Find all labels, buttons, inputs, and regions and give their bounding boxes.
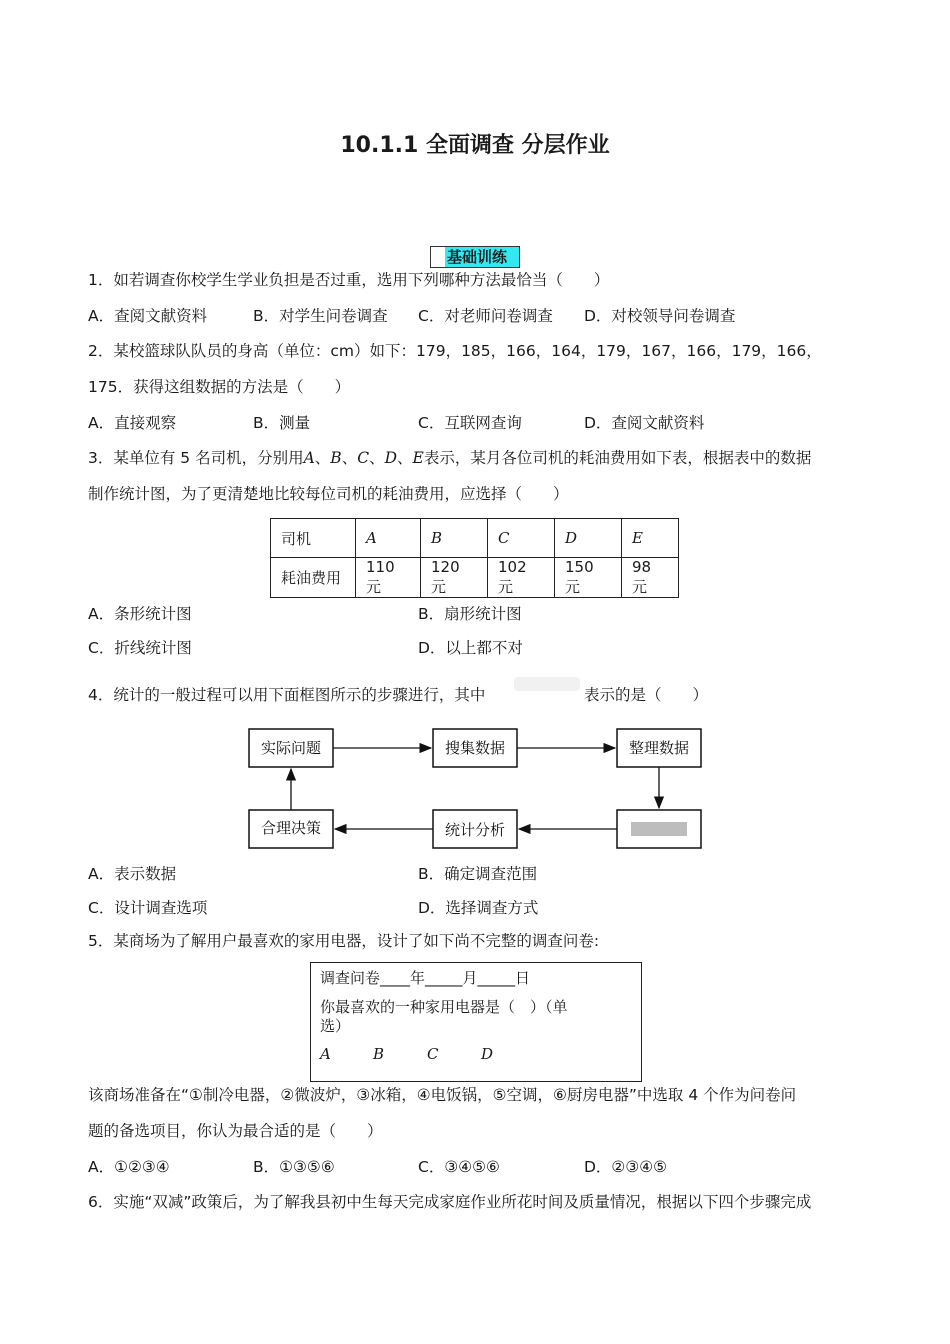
- q1-option-a: A．查阅文献资料: [88, 307, 208, 325]
- hidden-step-placeholder: [514, 677, 580, 691]
- q2-stem-line2: 175．获得这组数据的方法是（ ）: [88, 378, 351, 396]
- q2-option-a: A．直接观察: [88, 414, 177, 432]
- fuel-cost-table: [270, 518, 679, 598]
- q3-letter-c: C: [357, 449, 370, 467]
- table-cell: 98 元: [622, 558, 679, 598]
- table-cell: 150 元: [555, 558, 622, 598]
- q2-stem-line1: 2．某校篮球队队员的身高（单位：cm）如下：179，185，166，164，179，167，166，179，166，: [88, 342, 822, 360]
- q3-letter-d: D: [384, 449, 398, 467]
- statistics-flowchart: [240, 720, 720, 860]
- table-header-cell: 司机: [271, 519, 356, 558]
- q4-stem-b: 表示的是（ ）: [584, 686, 709, 704]
- q3-stem-line2: 制作统计图，为了更清楚地比较每位司机的耗油费用，应选择（ ）: [88, 485, 569, 503]
- q5-option-c: C．③④⑤⑥: [418, 1158, 500, 1176]
- q3-option-a: A．条形统计图: [88, 605, 192, 623]
- section-label: [430, 246, 520, 268]
- q3-option-b: B．扇形统计图: [418, 605, 522, 623]
- table-row-label: 耗油费用: [271, 558, 356, 598]
- q2-option-c: C．互联网查询: [418, 414, 522, 432]
- q4-option-c: C．设计调查选项: [88, 899, 208, 917]
- table-cell: C: [488, 519, 555, 558]
- q4-option-d: D．选择调查方式: [418, 899, 539, 917]
- survey-date-line: 调查问卷____年_____月_____日: [320, 969, 531, 987]
- q3-stem-a: 3．某单位有 5 名司机，分别用: [88, 449, 304, 467]
- flow-label-organize-data: 整理数据: [628, 739, 690, 757]
- flow-label-analysis: 统计分析: [444, 821, 506, 839]
- table-cell: D: [555, 519, 622, 558]
- q4-stem-a: 4．统计的一般过程可以用下面框图所示的步骤进行，其中: [88, 686, 486, 704]
- q3-option-d: D．以上都不对: [418, 639, 523, 657]
- q2-option-d: D．查阅文献资料: [584, 414, 705, 432]
- q2-option-b: B．测量: [253, 414, 311, 432]
- q3-stem-b: 表示，某月各位司机的耗油费用如下表，根据表中的数据: [423, 449, 812, 467]
- q4-option-a: A．表示数据: [88, 865, 177, 883]
- q1-option-d: D．对校领导问卷调查: [584, 307, 736, 325]
- flow-label-collect-data: 搜集数据: [444, 739, 506, 757]
- survey-choice-a: A: [320, 1045, 331, 1063]
- flow-hidden-mask: [631, 822, 687, 836]
- table-cell: 102 元: [488, 558, 555, 598]
- table-cell: E: [622, 519, 679, 558]
- table-cell: B: [421, 519, 488, 558]
- q5-option-b: B．①③⑤⑥: [253, 1158, 335, 1176]
- q3-option-c: C．折线统计图: [88, 639, 192, 657]
- q1-option-c: C．对老师问卷调查: [418, 307, 553, 325]
- q5-stem-line2: 该商场准备在“①制冷电器，②微波炉，③冰箱，④电饭锅，⑤空调，⑥厨房电器”中选取 4 个作为问卷问: [88, 1086, 797, 1104]
- flow-label-decision: 合理决策: [260, 819, 322, 837]
- survey-question-line1: 你最喜欢的一种家用电器是（ ）（单: [320, 998, 568, 1016]
- survey-question-line2: 选）: [320, 1017, 351, 1035]
- survey-choice-b: B: [373, 1045, 385, 1063]
- q3-letter-b: B: [330, 449, 342, 467]
- survey-form-box: [310, 962, 642, 1082]
- table-cell: 110 元: [356, 558, 421, 598]
- table-cell: 120 元: [421, 558, 488, 598]
- q3-stem-line1: 3．某单位有 5 名司机，分别用A、B、C、D、E表示，某月各位司机的耗油费用如下表，根据表中的数据: [88, 449, 812, 467]
- survey-choice-c: C: [427, 1045, 439, 1063]
- q5-stem: 5．某商场为了解用户最喜欢的家用电器，设计了如下尚不完整的调查问卷:: [88, 932, 600, 950]
- survey-choice-d: D: [481, 1045, 494, 1063]
- q5-option-d: D．②③④⑤: [584, 1158, 668, 1176]
- q1-option-b: B．对学生问卷调查: [253, 307, 388, 325]
- q3-letter-e: E: [412, 449, 424, 467]
- section-label-text: 基础训练: [447, 248, 508, 266]
- flow-label-real-problem: 实际问题: [260, 739, 322, 757]
- page-title: 10.1.1 全面调查 分层作业: [340, 133, 610, 158]
- table-row: [271, 558, 679, 598]
- q5-stem-line3: 题的备选项目，你认为最合适的是（ ）: [88, 1122, 383, 1140]
- q1-stem: 1．如若调查你校学生学业负担是否过重，选用下列哪种方法最恰当（ ）: [88, 271, 610, 289]
- q3-letter-a: A: [303, 449, 315, 467]
- q6-stem: 6．实施“双减”政策后，为了解我县初中生每天完成家庭作业所花时间及质量情况，根据以下四个步骤完成: [88, 1193, 812, 1211]
- table-cell: A: [356, 519, 421, 558]
- q4-option-b: B．确定调查范围: [418, 865, 538, 883]
- q5-option-a: A．①②③④: [88, 1158, 170, 1176]
- table-row: [271, 519, 679, 558]
